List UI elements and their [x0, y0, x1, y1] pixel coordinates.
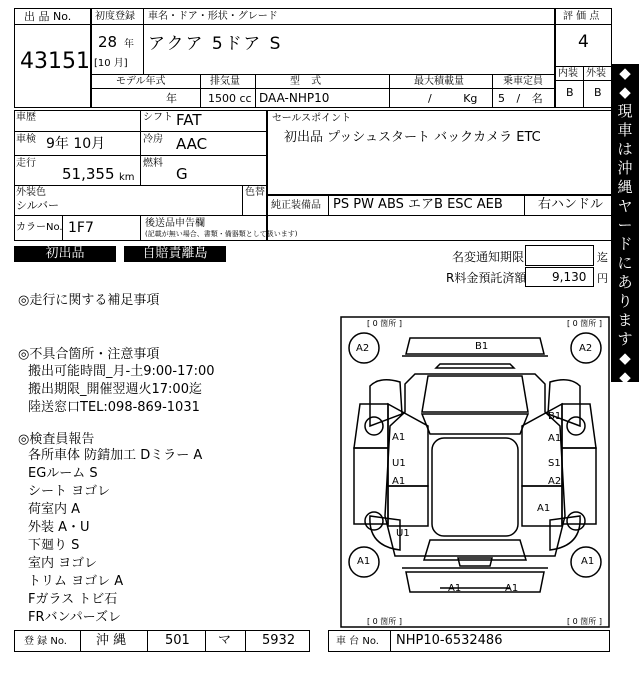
car-name: アクア 5ドア S [148, 34, 283, 54]
capacity-label: 乗車定員 [503, 76, 543, 87]
supplement-title: ◎走行に関する補足事項 [18, 293, 160, 308]
rear-left-mark: A1 [448, 583, 462, 594]
interior-label: 内装 [558, 68, 578, 79]
inspector-line: トリム ヨゴレ A [28, 574, 124, 589]
side-char: ー [617, 216, 633, 234]
tire-front-right: A2 [579, 343, 593, 354]
side-char: に [617, 254, 633, 272]
inspector-line: 下廻り S [28, 538, 80, 553]
aftermarket-label: 後送品申告欄 [145, 218, 205, 229]
left-rear-door-mark: A1 [392, 476, 406, 487]
inspector-title: ◎検査員報告 [18, 432, 95, 447]
lot-no-label: 出 品 No. [24, 10, 72, 23]
tag-self-responsibility: 自賠責離島 [124, 246, 226, 262]
diagram-bottom-right-count: [ 0 箇所 ] [567, 617, 602, 626]
side-char: ま [617, 311, 633, 329]
side-char: ◆ [619, 368, 631, 386]
inspection-value: 9年 10月 [46, 136, 106, 152]
color-no-value: 1F7 [68, 220, 94, 236]
first-reg-label: 初度登録 [95, 11, 135, 22]
ac-value: AAC [176, 135, 208, 153]
model-year-unit: 年 [166, 92, 177, 105]
side-char: 現 [617, 102, 633, 120]
shift-label: シフト [143, 112, 173, 123]
side-char: 縄 [617, 178, 633, 196]
sales-point-label: セールスポイント [272, 113, 352, 124]
reg-kana: マ [218, 633, 232, 648]
left-front-door-mark: A1 [392, 432, 406, 443]
defects-title: ◎不具合箇所・注意事項 [18, 347, 160, 362]
displacement-label: 排気量 [210, 76, 240, 87]
right-front-b-mark: B1 [548, 411, 562, 422]
side-char: あ [617, 273, 633, 291]
side-char: ◆ [619, 83, 631, 101]
right-rear-a-mark: A2 [548, 476, 562, 487]
side-char: 沖 [617, 159, 633, 177]
color-no-label: カラーNo. [16, 222, 63, 233]
mileage-label: 走行 [16, 158, 36, 169]
exterior-grade: B [594, 86, 602, 99]
recycle-unit: 円 [597, 272, 608, 285]
inspector-line: EGルーム S [28, 466, 98, 481]
inspector-line: Fガラス トビ石 [28, 592, 118, 607]
side-char: 車 [617, 121, 633, 139]
inspector-line: 室内 ヨゴレ [28, 556, 98, 571]
recycle-label: R料金預託済額 [446, 271, 527, 285]
side-char: ◆ [619, 64, 631, 82]
exterior-color-value: シルバー [16, 199, 59, 212]
inspection-label: 車検 [16, 134, 36, 145]
reg-number: 5932 [262, 633, 296, 648]
name-change-unit: 迄 [597, 251, 608, 264]
left-rear-door-u-mark: U1 [392, 458, 406, 469]
inspector-line: 各所車体 防錆加工 Dミラー A [28, 448, 203, 463]
inspector-line: 荷室内 A [28, 502, 81, 517]
inspector-line: FRバンパーズレ [28, 610, 121, 625]
side-char: ◆ [619, 349, 631, 367]
side-char: り [617, 292, 633, 310]
tire-front-left: A2 [356, 343, 370, 354]
max-load-label: 最大積載量 [414, 76, 464, 87]
exterior-label: 外装 [586, 68, 606, 79]
fuel-label: 燃料 [143, 158, 163, 169]
mileage-value: 51,355 [62, 165, 115, 183]
defects-line: 搬出期限_開催翌週火17:00迄 [28, 382, 202, 397]
inspector-line: 外装 A・U [28, 520, 90, 535]
exterior-color-label: 外装色 [16, 187, 46, 198]
right-quarter-mark: A1 [537, 503, 551, 514]
reg-class: 501 [165, 633, 190, 648]
reg-no-label: 登 録 No. [24, 636, 67, 647]
right-rear-b-mark: S1 [548, 458, 561, 469]
year-unit: 年 [124, 39, 134, 50]
fuel-value: G [176, 165, 188, 183]
defects-line: 搬出可能時間_月-土9:00-17:00 [28, 364, 215, 379]
left-quarter-mark: U1 [396, 528, 410, 539]
side-char: ヤ [617, 197, 633, 215]
car-diagram [340, 316, 610, 628]
reg-region: 沖 縄 [96, 633, 127, 648]
handle: 右ハンドル [538, 197, 604, 212]
side-char: ド [617, 235, 633, 253]
diagram-top-left-count: [ 0 箇所 ] [367, 319, 402, 328]
diagram-top-right-count: [ 0 箇所 ] [567, 319, 602, 328]
side-banner [611, 64, 639, 386]
capacity: 5 / 名 [498, 92, 543, 105]
max-load: / Kg [428, 92, 478, 105]
side-char: す [617, 330, 633, 348]
displacement: 1500 cc [208, 92, 252, 105]
tire-rear-left: A1 [357, 556, 371, 567]
rear-right-mark: A1 [505, 583, 519, 594]
color-change-label: 色替 [245, 187, 265, 198]
ac-label: 冷房 [143, 134, 163, 145]
aftermarket-note: (記載が無い場合、書類・備器類として扱います) [145, 230, 298, 238]
standard-equip-label: 純正装備品 [271, 200, 321, 211]
interior-grade: B [566, 86, 574, 99]
history-label: 車歴 [16, 112, 36, 123]
sales-point: 初出品 プッシュスタート バックカメラ ETC [284, 130, 541, 145]
score: 4 [578, 32, 589, 52]
mileage-unit: km [119, 172, 135, 183]
car-name-label: 車名・ドア・形状・グレード [148, 11, 278, 22]
standard-equip: PS PW ABS エアB ESC AEB [333, 197, 503, 212]
shift-value: FAT [176, 111, 202, 129]
front-bumper-mark: B1 [475, 341, 489, 352]
model-type: DAA-NHP10 [259, 91, 330, 105]
first-reg-year: 28 [98, 33, 118, 51]
chassis-no: NHP10-6532486 [396, 633, 503, 648]
inspector-line: シート ヨゴレ [28, 484, 111, 499]
diagram-bottom-left-count: [ 0 箇所 ] [367, 617, 402, 626]
score-label: 評 価 点 [563, 11, 600, 22]
name-change-label: 名変通知期限 [452, 250, 525, 264]
model-year-label: モデル年式 [116, 76, 166, 87]
side-char: は [617, 140, 633, 158]
lot-no: 43151 [20, 49, 90, 74]
name-change-box [525, 245, 594, 266]
recycle-value: 9,130 [552, 270, 587, 284]
chassis-label: 車 台 No. [336, 636, 379, 647]
tire-rear-right: A1 [581, 556, 595, 567]
tag-first-listing: 初出品 [14, 246, 116, 262]
defects-line: 陸送窓口TEL:098-869-1031 [28, 400, 200, 415]
right-front-a-mark: A1 [548, 433, 562, 444]
first-reg-month: [10 月] [94, 58, 128, 69]
type-label: 型 式 [290, 76, 326, 87]
